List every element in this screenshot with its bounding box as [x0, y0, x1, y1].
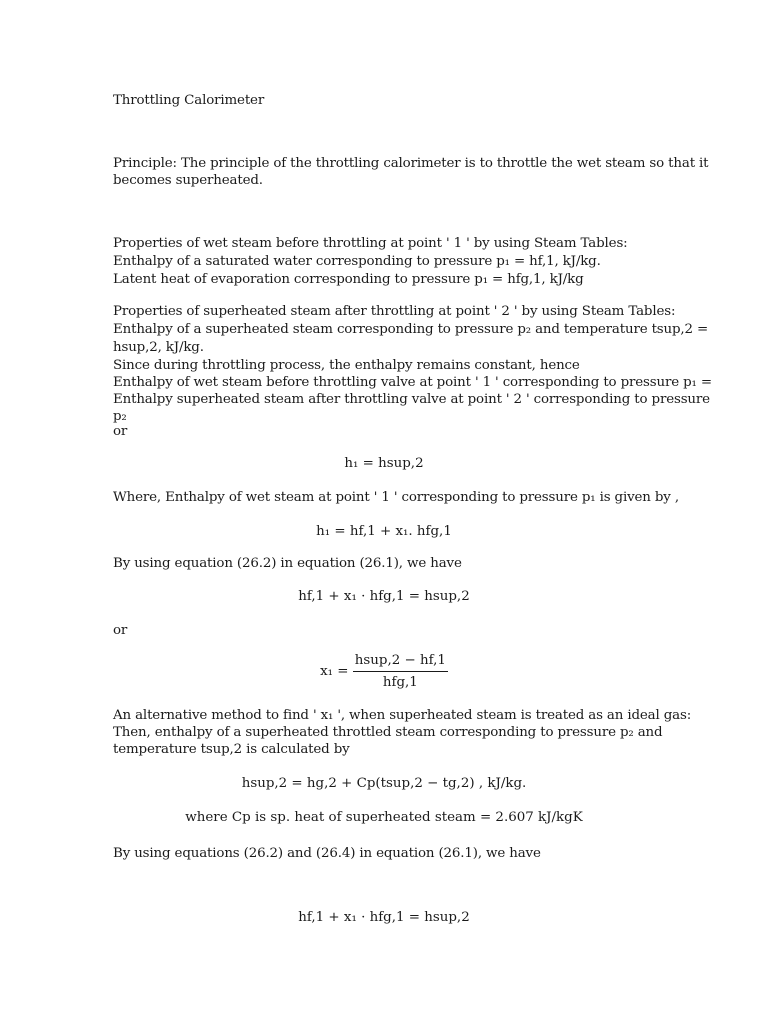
superheated-line-2: hsup,2, kJ/kg. — [113, 340, 204, 355]
using-line: By using equation (26.2) in equation (26.1), we have — [113, 556, 462, 571]
where-line: Where, Enthalpy of wet steam at point ' 1 ' corresponding to pressure p₁ is given by , — [113, 490, 679, 505]
equation-6: hf,1 + x₁ · hfg,1 = hsup,2 — [298, 910, 470, 925]
equation-4-numerator: hsup,2 − hf,1 — [353, 652, 448, 672]
wet-steam-hf-line: Enthalpy of a saturated water corresponding to pressure p₁ = hf,1, kJ/kg. — [113, 254, 601, 269]
equation-4 — [0, 652, 768, 691]
wet-steam-heading: Properties of wet steam before throttling at point ' 1 ' by using Steam Tables: — [113, 236, 628, 251]
principle-line-2: becomes superheated. — [113, 173, 263, 188]
equation-2: h₁ = hf,1 + x₁. hfg,1 — [316, 524, 452, 539]
superheated-line-7: or — [113, 424, 128, 439]
superheated-heading: Properties of superheated steam after throttling at point ' 2 ' by using Steam Tables: — [113, 304, 676, 319]
equation-5: hsup,2 = hg,2 + Cp(tsup,2 − tg,2) , kJ/kg. — [241, 776, 527, 791]
alternative-line-3: temperature tsup,2 is calculated by — [113, 742, 350, 757]
wet-steam-hfg-line: Latent heat of evaporation corresponding to pressure p₁ = hfg,1, kJ/kg — [113, 272, 584, 287]
alternative-line-2: Then, enthalpy of a superheated throttled steam corresponding to pressure p₂ and — [113, 725, 663, 740]
principle-line-1: Principle: The principle of the throttling calorimeter is to throttle the wet steam so that it — [113, 156, 709, 171]
equation-4-denominator: hfg,1 — [382, 675, 418, 690]
equation-4-lhs: x₁ = — [320, 664, 349, 679]
superheated-line-1: Enthalpy of a superheated steam corresponding to pressure p₂ and temperature tsup,2 = — [113, 322, 709, 337]
superheated-line-3: Since during throttling process, the enthalpy remains constant, hence — [113, 358, 580, 373]
equation-4-fraction — [353, 652, 448, 691]
alternative-line-1: An alternative method to find ' x₁ ', when superheated steam is treated as an ideal gas: — [113, 708, 692, 723]
equation-3: hf,1 + x₁ · hfg,1 = hsup,2 — [298, 589, 470, 604]
superheated-line-6: p₂ — [113, 409, 127, 424]
cp-line: where Cp is sp. heat of superheated steam = 2.607 kJ/kgK — [185, 810, 583, 825]
superheated-line-5: Enthalpy superheated steam after throttling valve at point ' 2 ' corresponding to pressure — [113, 392, 710, 407]
document-title: Throttling Calorimeter — [113, 93, 265, 108]
equation-1: h₁ = hsup,2 — [344, 456, 424, 471]
superheated-line-4: Enthalpy of wet steam before throttling valve at point ' 1 ' corresponding to pressure p₁ = — [113, 375, 712, 390]
using-line-2: By using equations (26.2) and (26.4) in equation (26.1), we have — [113, 846, 541, 861]
or-line: or — [113, 623, 128, 638]
